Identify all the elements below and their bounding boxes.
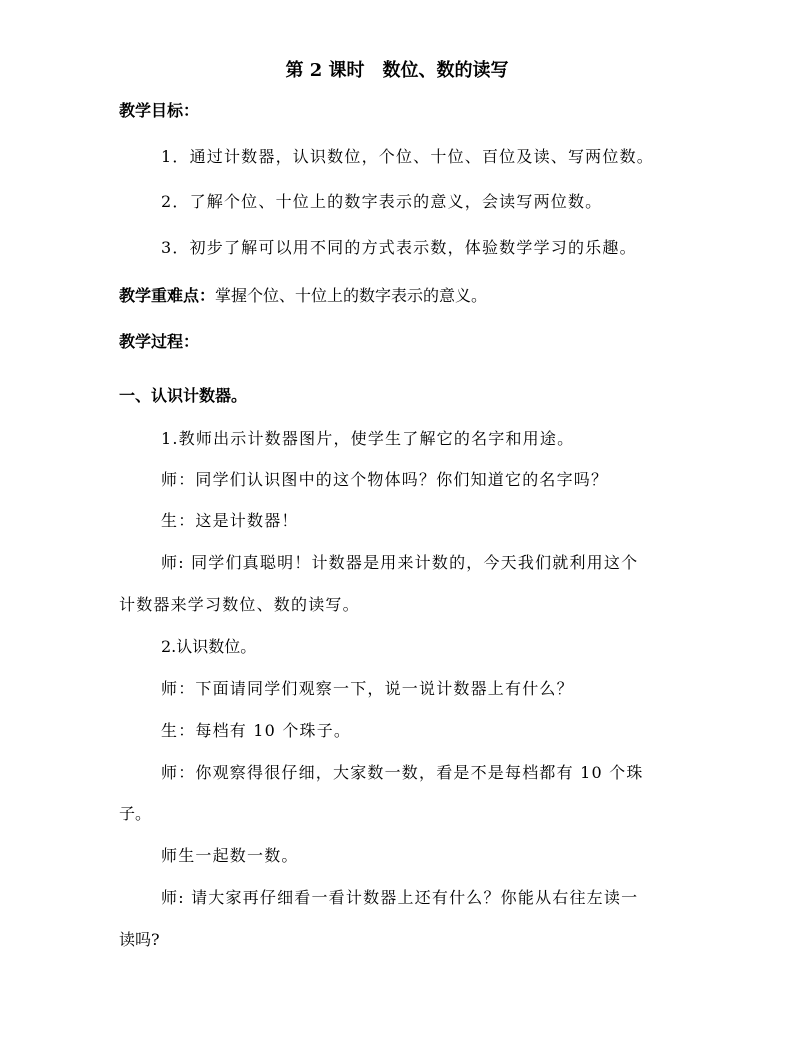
body-paragraph: 师：你观察得很仔细，大家数一数，看是不是每档都有 10 个珠 (161, 763, 644, 782)
body-paragraph: 生：这是计数器！ (161, 511, 299, 530)
objective-item: 2．了解个位、十位上的数字表示的意义，会读写两位数。 (161, 192, 603, 211)
body-paragraph: 生：每档有 10 个珠子。 (161, 721, 352, 740)
process-heading: 教学过程： (119, 332, 200, 351)
body-paragraph: 师：下面请同学们观察一下，说一说计数器上有什么？ (161, 679, 574, 698)
body-paragraph: 2.认识数位。 (161, 637, 257, 656)
key-points-text: 掌握个位、十位上的数字表示的意义。 (215, 286, 488, 305)
body-paragraph: 师: 请大家再仔细看一看计数器上还有什么？你能从右往左读一 (161, 888, 639, 907)
body-paragraph: 1.教师出示计数器图片，使学生了解它的名字和用途。 (161, 429, 575, 448)
key-points (119, 285, 487, 307)
key-points-label: 教学重难点： (119, 286, 216, 305)
objectives-heading: 教学目标： (119, 101, 200, 120)
body-paragraph-continuation: 计数器来学习数位、数的读写。 (119, 595, 360, 614)
body-paragraph-continuation: 读吗? (119, 930, 160, 949)
body-paragraph: 师生一起数一数。 (161, 846, 299, 865)
objective-item: 1．通过计数器，认识数位，个位、十位、百位及读、写两位数。 (161, 147, 654, 166)
objective-item: 3．初步了解可以用不同的方式表示数，体验数学学习的乐趣。 (161, 238, 637, 257)
page-title: 第 2 课时 数位、数的读写 (285, 60, 509, 81)
body-paragraph-continuation: 子。 (119, 804, 152, 823)
body-paragraph: 师：同学们认识图中的这个物体吗？你们知道它的名字吗？ (161, 470, 609, 489)
section-heading: 一、认识计数器。 (119, 386, 248, 405)
body-paragraph: 师: 同学们真聪明！计数器是用来计数的，今天我们就利用这个 (161, 553, 639, 572)
